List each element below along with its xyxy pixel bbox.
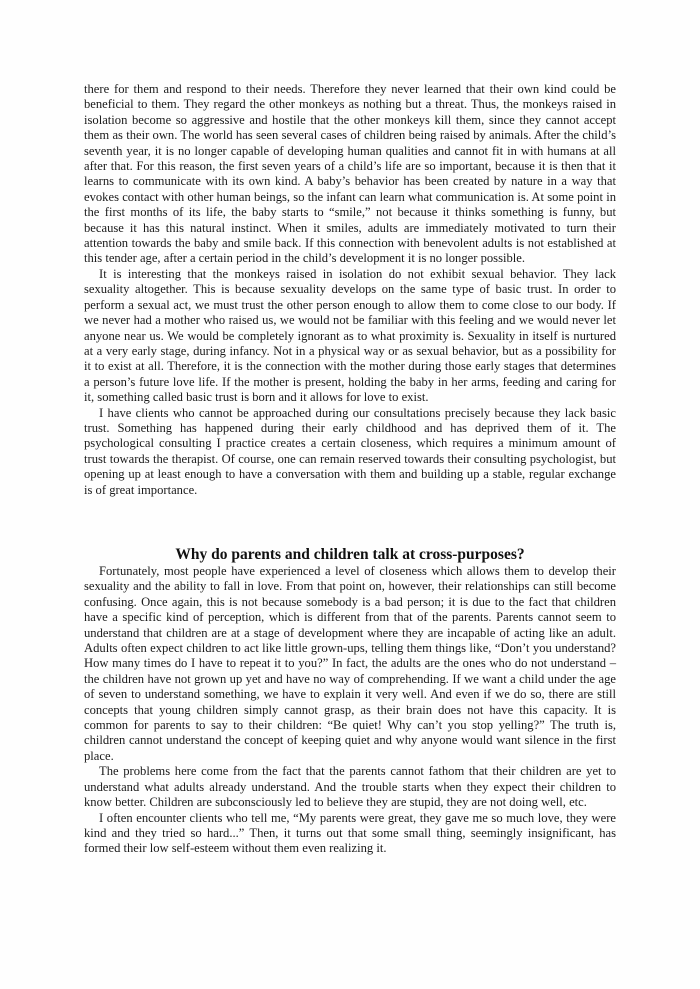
body-text-top — [84, 82, 616, 498]
body-text-bottom — [84, 564, 616, 857]
section-heading: Why do parents and children talk at cross-purposes? — [175, 546, 525, 563]
paragraph-clients-trust: I have clients who cannot be approached during our consultations precisely because they lack basic trust. Something has happened during their early childhood and has deprived them of it. The psychological consulting I practice creates a certain closeness, which requires a minimum amount of trust towards the therapist. Of course, one can remain reserved towards their consulting psychologist, but opening up at least enough to have a conversation with them and building up a stable, regular exchange is of great importance. — [84, 405, 616, 497]
paragraph-continuation: there for them and respond to their needs. Therefore they never learned that their own kind could be beneficial to them. They regard the other monkeys as nothing but a threat. Thus, the monkeys raised in isolation become so aggressive and hostile that the other monkeys kill them, since they cannot accept them as their own. The world has seen several cases of children being raised by animals. After the child’s seventh year, it is no longer capable of developing human qualities and cannot fit in with humans at all after that. For this reason, the first seven years of a child’s life are so important, because it is then that it learns to communicate with its own kind. A baby’s behavior has been created by nature in a way that evokes contact with other human beings, so the infant can learn what communication is. At some point in the first months of its life, the baby starts to “smile,” not because it thinks something is funny, but because it has this natural instinct. When it smiles, adults are immediately motivated to turn their attention towards the baby and smile back. If this connection with benevolent adults is not established at this tender age, after a certain period in the child’s development it is no longer possible. — [84, 82, 616, 266]
paragraph-problems: The problems here come from the fact that the parents cannot fathom that their children are yet to understand what adults already understand. And the trouble starts when they expect their children to know better. Children are subconsciously led to believe they are stupid, they are not doing well, etc. — [84, 764, 616, 810]
paragraph-closeness: Fortunately, most people have experienced a level of closeness which allows them to develop their sexuality and the ability to fall in love. From that point on, however, their relationships can still become confusing. Once again, this is not because somebody is a bad person; it is due to the fact that children have a specific kind of perception, which is different from that of the parents. Parents cannot seem to understand that children are at a stage of development where they are incapable of acting like an adult. Adults often expect children to act like little grown-ups, telling them things like, “Don’t you understand? How many times do I have to repeat it to you?” In fact, the adults are the ones who do not understand – the children have not grown up yet and have no way of comprehending. If we want a child under the age of seven to understand something, we have to explain it very well. And even if we do so, there are still concepts that young children simply cannot grasp, as their brain does not have this capacity. It is common for parents to say to their children: “Be quiet! Why can’t you stop yelling?” The truth is, children cannot understand the concept of keeping quiet and why anyone would want silence in the first place. — [84, 564, 616, 763]
paragraph-sexuality: It is interesting that the monkeys raised in isolation do not exhibit sexual behavior. They lack sexuality altogether. This is because sexuality develops on the same type of basic trust. In order to perform a sexual act, we must trust the other person enough to allow them to come close to our body. If we never had a mother who raised us, we would not be familiar with this feeling and we would never let anyone near us. We would be completely ignorant as to what proximity is. Sexuality in itself is nurtured at a very early stage, during infancy. Not in a physical way or as sexual behavior, but as a possibility for it to exist at all. Therefore, it is the connection with the mother during those early stages that determines a person’s future love life. If the mother is present, holding the baby in her arms, feeding and caring for it, something called basic trust is born and it allows for love to exist. — [84, 266, 616, 405]
paragraph-clients-parents: I often encounter clients who tell me, “My parents were great, they gave me so much love, they were kind and they tried so hard...” Then, it turns out that some small thing, seemingly insignificant, has formed their low self-esteem without them even realizing it. — [84, 810, 616, 856]
